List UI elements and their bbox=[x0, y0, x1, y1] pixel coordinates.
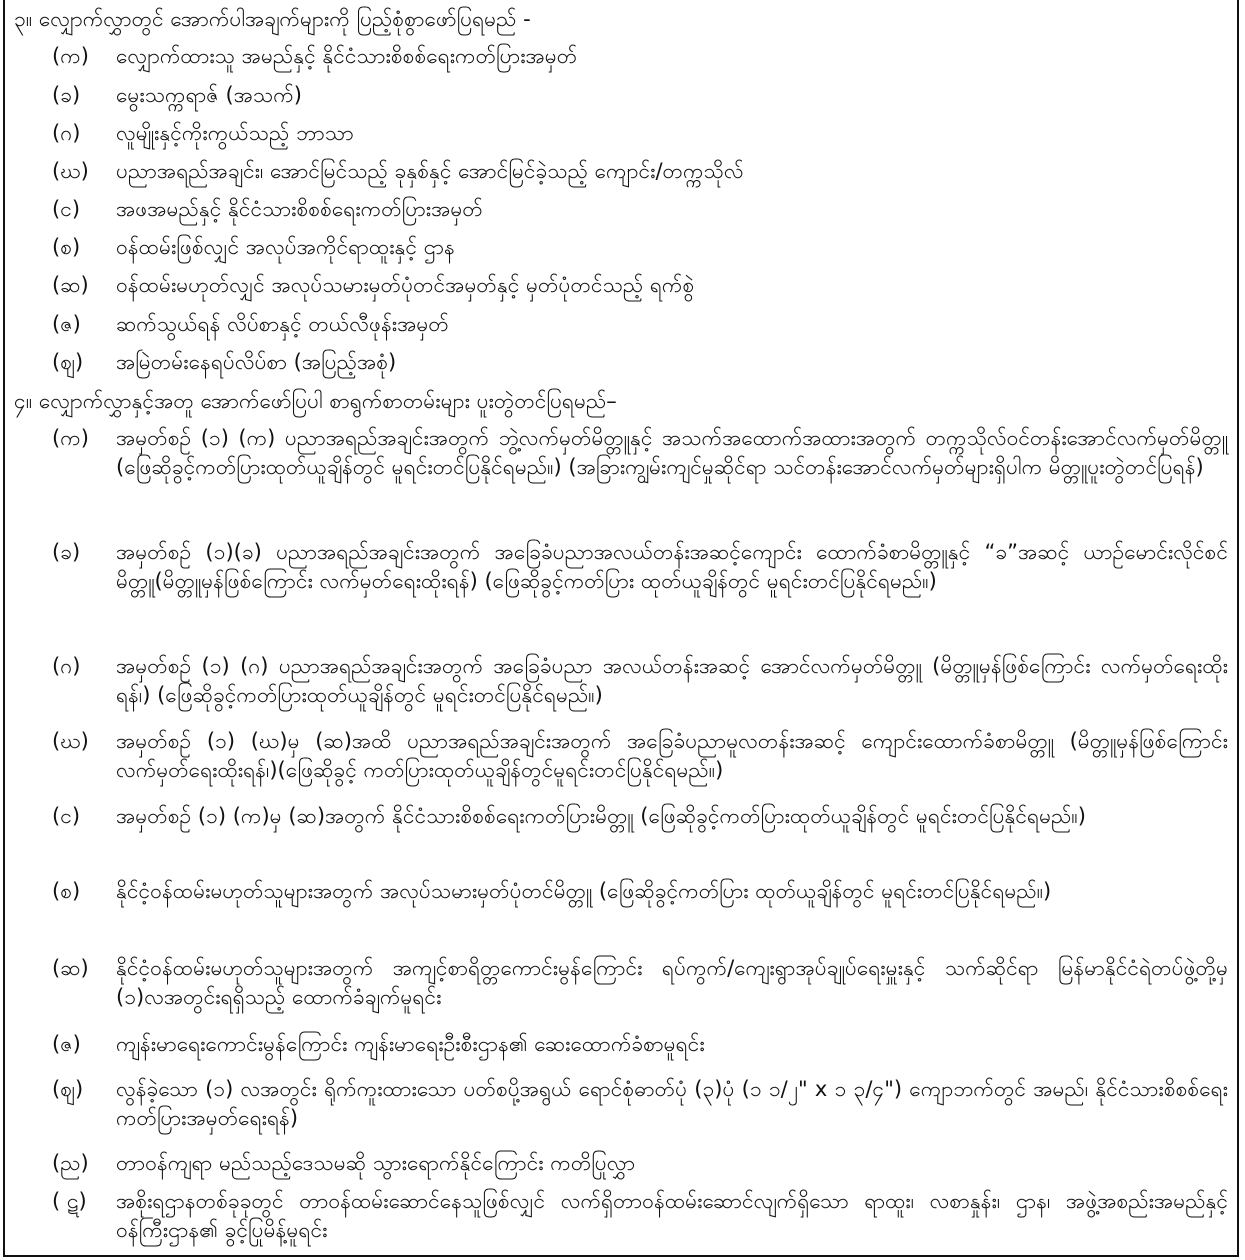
item-label: (ဈ) bbox=[52, 1077, 84, 1101]
item-text: အမှတ်စဉ် (၁) (က)မှ (ဆ)အတွက် နိုင်ငံသားစိစစ်ရေးကတ်ပြားမိတ္တူ (ဖြေဆိုခွင့်ကတ်ပြားထုတ်ယူချိန်တွင် မူရင်းတင်ပြနိုင်ရမည်။) bbox=[116, 804, 1086, 828]
item-label: ( ဋ) bbox=[52, 1189, 87, 1213]
item-text: လူမျိုးနှင့်ကိုးကွယ်သည့် ဘာသာ bbox=[116, 121, 354, 145]
item-text: အစိုးရဌာနတစ်ခုခုတွင် တာဝန်ထမ်းဆောင်နေသူဖြစ်လျှင် လက်ရှိတာဝန်ထမ်းဆောင်လျက်ရှိသော ရာထူး၊ လစာနှုန်း၊ ဌာန၊ အဖွဲ့အစည်းအမည်နှင့် ဝန်ကြီးဌာန၏ ခွင့်ပြုမိန့်မူရင်း bbox=[116, 1189, 1228, 1242]
item-text: မွေးသက္ကရာဇ် (အသက်) bbox=[116, 83, 302, 107]
item-label: (ဆ) bbox=[52, 956, 89, 980]
item-label: (ဂ) bbox=[52, 121, 81, 145]
item-text: အမှတ်စဉ် (၁) (ဂ) ပညာအရည်အချင်းအတွက် အခြေခံပညာ အလယ်တန်းအဆင့် အောင်လက်မှတ်မိတ္တူ (မိတ္တူမှန်ဖြစ်ကြောင်း လက်မှတ်ရေးထိုးရန်၊) (ဖြေဆိုခွင့်ကတ်ပြားထုတ်ယူချိန်တွင် မူရင်းတင်ပြနိုင်ရမည်။) bbox=[116, 654, 1228, 707]
item-label: (က) bbox=[52, 426, 89, 450]
item-text: အဖအမည်နှင့် နိုင်ငံသားစိစစ်ရေးကတ်ပြားအမှတ် bbox=[116, 197, 483, 221]
document-frame bbox=[3, 0, 1239, 1257]
item-text: အမှတ်စဉ် (၁)(ခ) ပညာအရည်အချင်းအတွက် အခြေခံပညာအလယ်တန်းအဆင့်ကျောင်း ထောက်ခံစာမိတ္တူနှင့် “ခ”အဆင့် ယာဉ်မောင်းလိုင်စင် မိတ္တူ(မိတ္တူမှန်ဖြစ်ကြောင်း လက်မှတ်ရေးထိုးရန်) (ဖြေဆိုခွင့်ကတ်ပြား ထုတ်ယူချိန်တွင် မူရင်းတင်ပြနိုင်ရမည်။) bbox=[116, 540, 1228, 593]
item-text: ဝန်ထမ်းဖြစ်လျှင် အလုပ်အကိုင်ရာထူးနှင့် ဌာန bbox=[116, 235, 455, 259]
item-text: ပညာအရည်အချင်း၊ အောင်မြင်သည့် ခုနှစ်နှင့် အောင်မြင်ခဲ့သည့် ကျောင်း/တက္ကသိုလ် bbox=[116, 159, 744, 183]
item-label: (ဃ) bbox=[52, 729, 89, 753]
section-3-heading: ၃။ လျှောက်လွှာတွင် အောက်ပါအချက်များကို ပြည့်စုံစွာဖော်ပြရမည် - bbox=[14, 7, 531, 31]
item-label: (ခ) bbox=[52, 540, 81, 564]
section-4-heading: ၄။ လျှောက်လွှာနှင့်အတူ အောက်ဖော်ပြပါ စာရွက်စာတမ်းများ ပူးတွဲတင်ပြရမည်– bbox=[14, 389, 617, 413]
item-text: တာဝန်ကျရာ မည်သည့်ဒေသမဆို သွားရောက်နိုင်ကြောင်း ကတိပြုလွှာ bbox=[116, 1151, 636, 1175]
item-text: နိုင်ငံ့ဝန်ထမ်းမဟုတ်သူများအတွက် အကျင့်စာရိတ္တကောင်းမွန်ကြောင်း ရပ်ကွက်/ကျေးရွာအုပ်ချုပ်ရေးမှူးနှင့် သက်ဆိုင်ရာ မြန်မာနိုင်ငံရဲတပ်ဖွဲ့တို့မှ (၁)လအတွင်းရရှိသည့် ထောက်ခံချက်မူရင်း bbox=[116, 956, 1228, 1009]
item-label: (ဆ) bbox=[52, 273, 89, 297]
item-label: (ဂ) bbox=[52, 654, 81, 678]
item-label: (ည) bbox=[52, 1151, 89, 1175]
item-label: (ဃ) bbox=[52, 159, 89, 183]
item-label: (စ) bbox=[52, 235, 81, 259]
item-label: (က) bbox=[52, 44, 89, 68]
item-text: လွန်ခဲ့သော (၁) လအတွင်း ရိုက်ကူးထားသော ပတ်စပို့အရွယ် ရောင်စုံဓာတ်ပုံ (၃)ပုံ (၁ ၁/၂" x ၁ ၃/၄") ကျောဘက်တွင် အမည်၊ နိုင်ငံသားစိစစ်ရေးကတ်ပြားအမှတ်ရေးရန်) bbox=[116, 1077, 1228, 1130]
item-text: နိုင်ငံ့ဝန်ထမ်းမဟုတ်သူများအတွက် အလုပ်သမားမှတ်ပုံတင်မိတ္တူ (ဖြေဆိုခွင့်ကတ်ပြား ထုတ်ယူချိန်တွင် မူရင်းတင်ပြနိုင်ရမည်။) bbox=[116, 879, 1052, 903]
item-label: (ဈ) bbox=[52, 350, 84, 374]
item-text: အမှတ်စဉ် (၁) (က) ပညာအရည်အချင်းအတွက် ဘွဲ့လက်မှတ်မိတ္တူနှင့် အသက်အထောက်အထားအတွက် တက္ကသိုလ်ဝင်တန်းအောင်လက်မှတ်မိတ္တူ (ဖြေဆိုခွင့်ကတ်ပြားထုတ်ယူချိန်တွင် မူရင်းတင်ပြနိုင်ရမည်။) (အခြားကျွမ်းကျင်မှုဆိုင်ရာ သင်တန်းအောင်လက်မှတ်များရှိပါက မိတ္တူပူးတွဲတင်ပြရန်) bbox=[116, 426, 1228, 479]
item-text: ဝန်ထမ်းမဟုတ်လျှင် အလုပ်သမားမှတ်ပုံတင်အမှတ်နှင့် မှတ်ပုံတင်သည့် ရက်စွဲ bbox=[116, 273, 695, 297]
item-text: အမြဲတမ်းနေရပ်လိပ်စာ (အပြည့်အစုံ) bbox=[116, 350, 397, 374]
item-text: အမှတ်စဉ် (၁) (ဃ)မှ (ဆ)အထိ ပညာအရည်အချင်းအတွက် အခြေခံပညာမူလတန်းအဆင့် ကျောင်းထောက်ခံစာမိတ္တူ (မိတ္တူမှန်ဖြစ်ကြောင်း လက်မှတ်ရေးထိုးရန်၊)(ဖြေဆိုခွင့် ကတ်ပြားထုတ်ယူချိန်တွင်မူရင်းတင်ပြနိုင်ရမည်။) bbox=[116, 729, 1228, 782]
item-text: ကျန်းမာရေးကောင်းမွန်ကြောင်း ကျန်းမာရေးဦးစီးဌာန၏ ဆေးထောက်ခံစာမူရင်း bbox=[116, 1032, 705, 1056]
item-text: ဆက်သွယ်ရန် လိပ်စာနှင့် တယ်လီဖုန်းအမှတ် bbox=[116, 312, 449, 336]
item-label: (ဇ) bbox=[52, 312, 81, 336]
item-label: (င) bbox=[52, 804, 81, 828]
item-label: (ဇ) bbox=[52, 1032, 81, 1056]
item-text: လျှောက်ထားသူ အမည်နှင့် နိုင်ငံသားစိစစ်ရေးကတ်ပြားအမှတ် bbox=[116, 44, 578, 68]
item-label: (စ) bbox=[52, 879, 81, 903]
item-label: (င) bbox=[52, 197, 81, 221]
item-label: (ခ) bbox=[52, 83, 81, 107]
